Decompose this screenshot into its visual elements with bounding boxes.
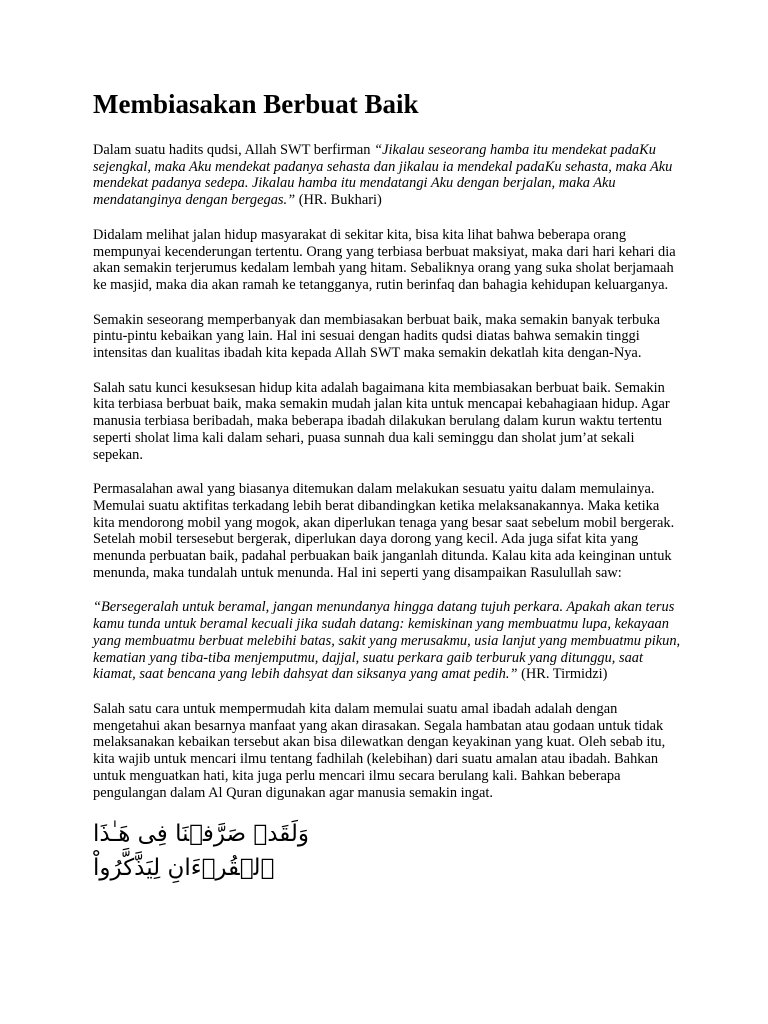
document-body [93, 86, 683, 885]
paragraph: Semakin seseorang memperbanyak dan membiasakan berbuat baik, maka semakin banyak terbuka pintu-pintu kebaikan yang lain. Hal ini sesuai dengan hadits qudsi diatas bahwa semakin tinggi intensitas dan kualitas ibadah kita kepada Allah SWT maka semakin dekatlah kita dengan-Nya. [93, 311, 661, 362]
paragraph: Didalam melihat jalan hidup masyarakat di sekitar kita, bisa kita lihat bahwa beberapa orang mempunyai kecenderungan tertentu. Orang yang terbiasa berbuat maksiyat, maka dari hari kehari dia akan semakin terjerumus kedalam lembah yang hitam. Sebaliknya orang yang suka sholat berjamaah ke masjid, maka dia akan ramah ke tetangganya, rutin berinfaq dan bahagia kehidupan keluarganya. [93, 226, 676, 293]
quran-verse-arabic: وَلَقَدۡ صَرَّفۡنَا فِى هَـٰذَا ٱلۡقُرۡءَانِ لِيَذَّكَّرُواْ [93, 821, 310, 882]
paragraph: Salah satu kunci kesuksesan hidup kita adalah bagaimana kita membiasakan berbuat baik. Semakin kita terbiasa berbuat baik, maka semakin mudah jalan kita untuk mencapai kebahagiaan hidup. Agar manusia terbiasa beribadah, maka beberapa ibadah dilakukan berulang dalam kurun waktu tertentu seperti sholat lima kali dalam sehari, puasa sunnah dua kali seminggu dan sholat jum’at sekali sepekan. [93, 379, 670, 463]
hadits-source: (HR. Bukhari) [295, 192, 382, 209]
document-title: Membiasakan Berbuat Baik [93, 89, 419, 119]
hadits-source: (HR. Tirmidzi) [517, 666, 608, 683]
paragraph: Permasalahan awal yang biasanya ditemukan dalam melakukan sesuatu yaitu dalam memulainya. Memulai suatu aktifitas terkadang lebih berat dibandingkan ketika melaksanakannya. Maka ketika kita mendorong mobil yang mogok, akan diperlukan tenaga yang besar saat sebelum mobil bergerak. Setelah mobil tersesebut bergerak, diperlukan daya dorong yang kecil. Ada juga sifat kita yang menunda perbuatan baik, padahal perbuakan baik janganlah ditunda. Kalau kita ada keinginan untuk menunda, maka tundalah untuk menunda. Hal ini seperti yang disampaikan Rasulullah saw: [93, 481, 675, 581]
paragraph-hadits-qudsi [93, 142, 683, 209]
paragraph: Salah satu cara untuk mempermudah kita dalam memulai suatu amal ibadah adalah dengan mengetahui akan besarnya manfaat yang akan dirasakan. Segala hambatan atau godaan untuk tidak melaksanakan kebaikan tersebut akan bisa dilewatkan dengan keyakinan yang kuat. Oleh sebab itu, kita wajib untuk mencari ilmu tentang fadhilah (kelebihan) dari suatu amalan atau ibadah. Bahkan untuk menguatkan hati, kita juga perlu mencari ilmu secara berulang kali. Bahkan beberapa pengulangan dalam Al Quran digunakan agar manusia semakin ingat. [93, 700, 666, 801]
paragraph-hadits-tirmidzi [93, 599, 683, 683]
hadits-tirmidzi-quote: “Bersegeralah untuk beramal, jangan menundanya hingga datang tujuh perkara. Apakah akan terus kamu tunda untuk beramal kecuali jika sudah datang: kemiskinan yang membuatmu lupa, kekayaan yang membuatmu berbuat melebihi batas, sakit yang merusakmu, usia lanjut yang membuatmu pikun, kematian yang tiba-tiba menjemputmu, dajjal, suatu perkara gaib terburuk yang ditunggu, saat kiamat, saat bencana yang lebih dahsyat dan siksanya yang amat pedih.” [93, 599, 681, 683]
paragraph-intro: Dalam suatu hadits qudsi, Allah SWT berfirman [93, 142, 375, 158]
hadits-qudsi-quote: “Jikalau seseorang hamba itu mendekat padaKu sejengkal, maka Aku mendekat padanya sehasta dan jikalau ia mendekal padaKu sehasta, maka Aku mendekat padanya sedepa. Jikalau hamba itu mendatangi Aku dengan berjalan, maka Aku mendatanginya dengan bergegas.” [93, 142, 673, 209]
